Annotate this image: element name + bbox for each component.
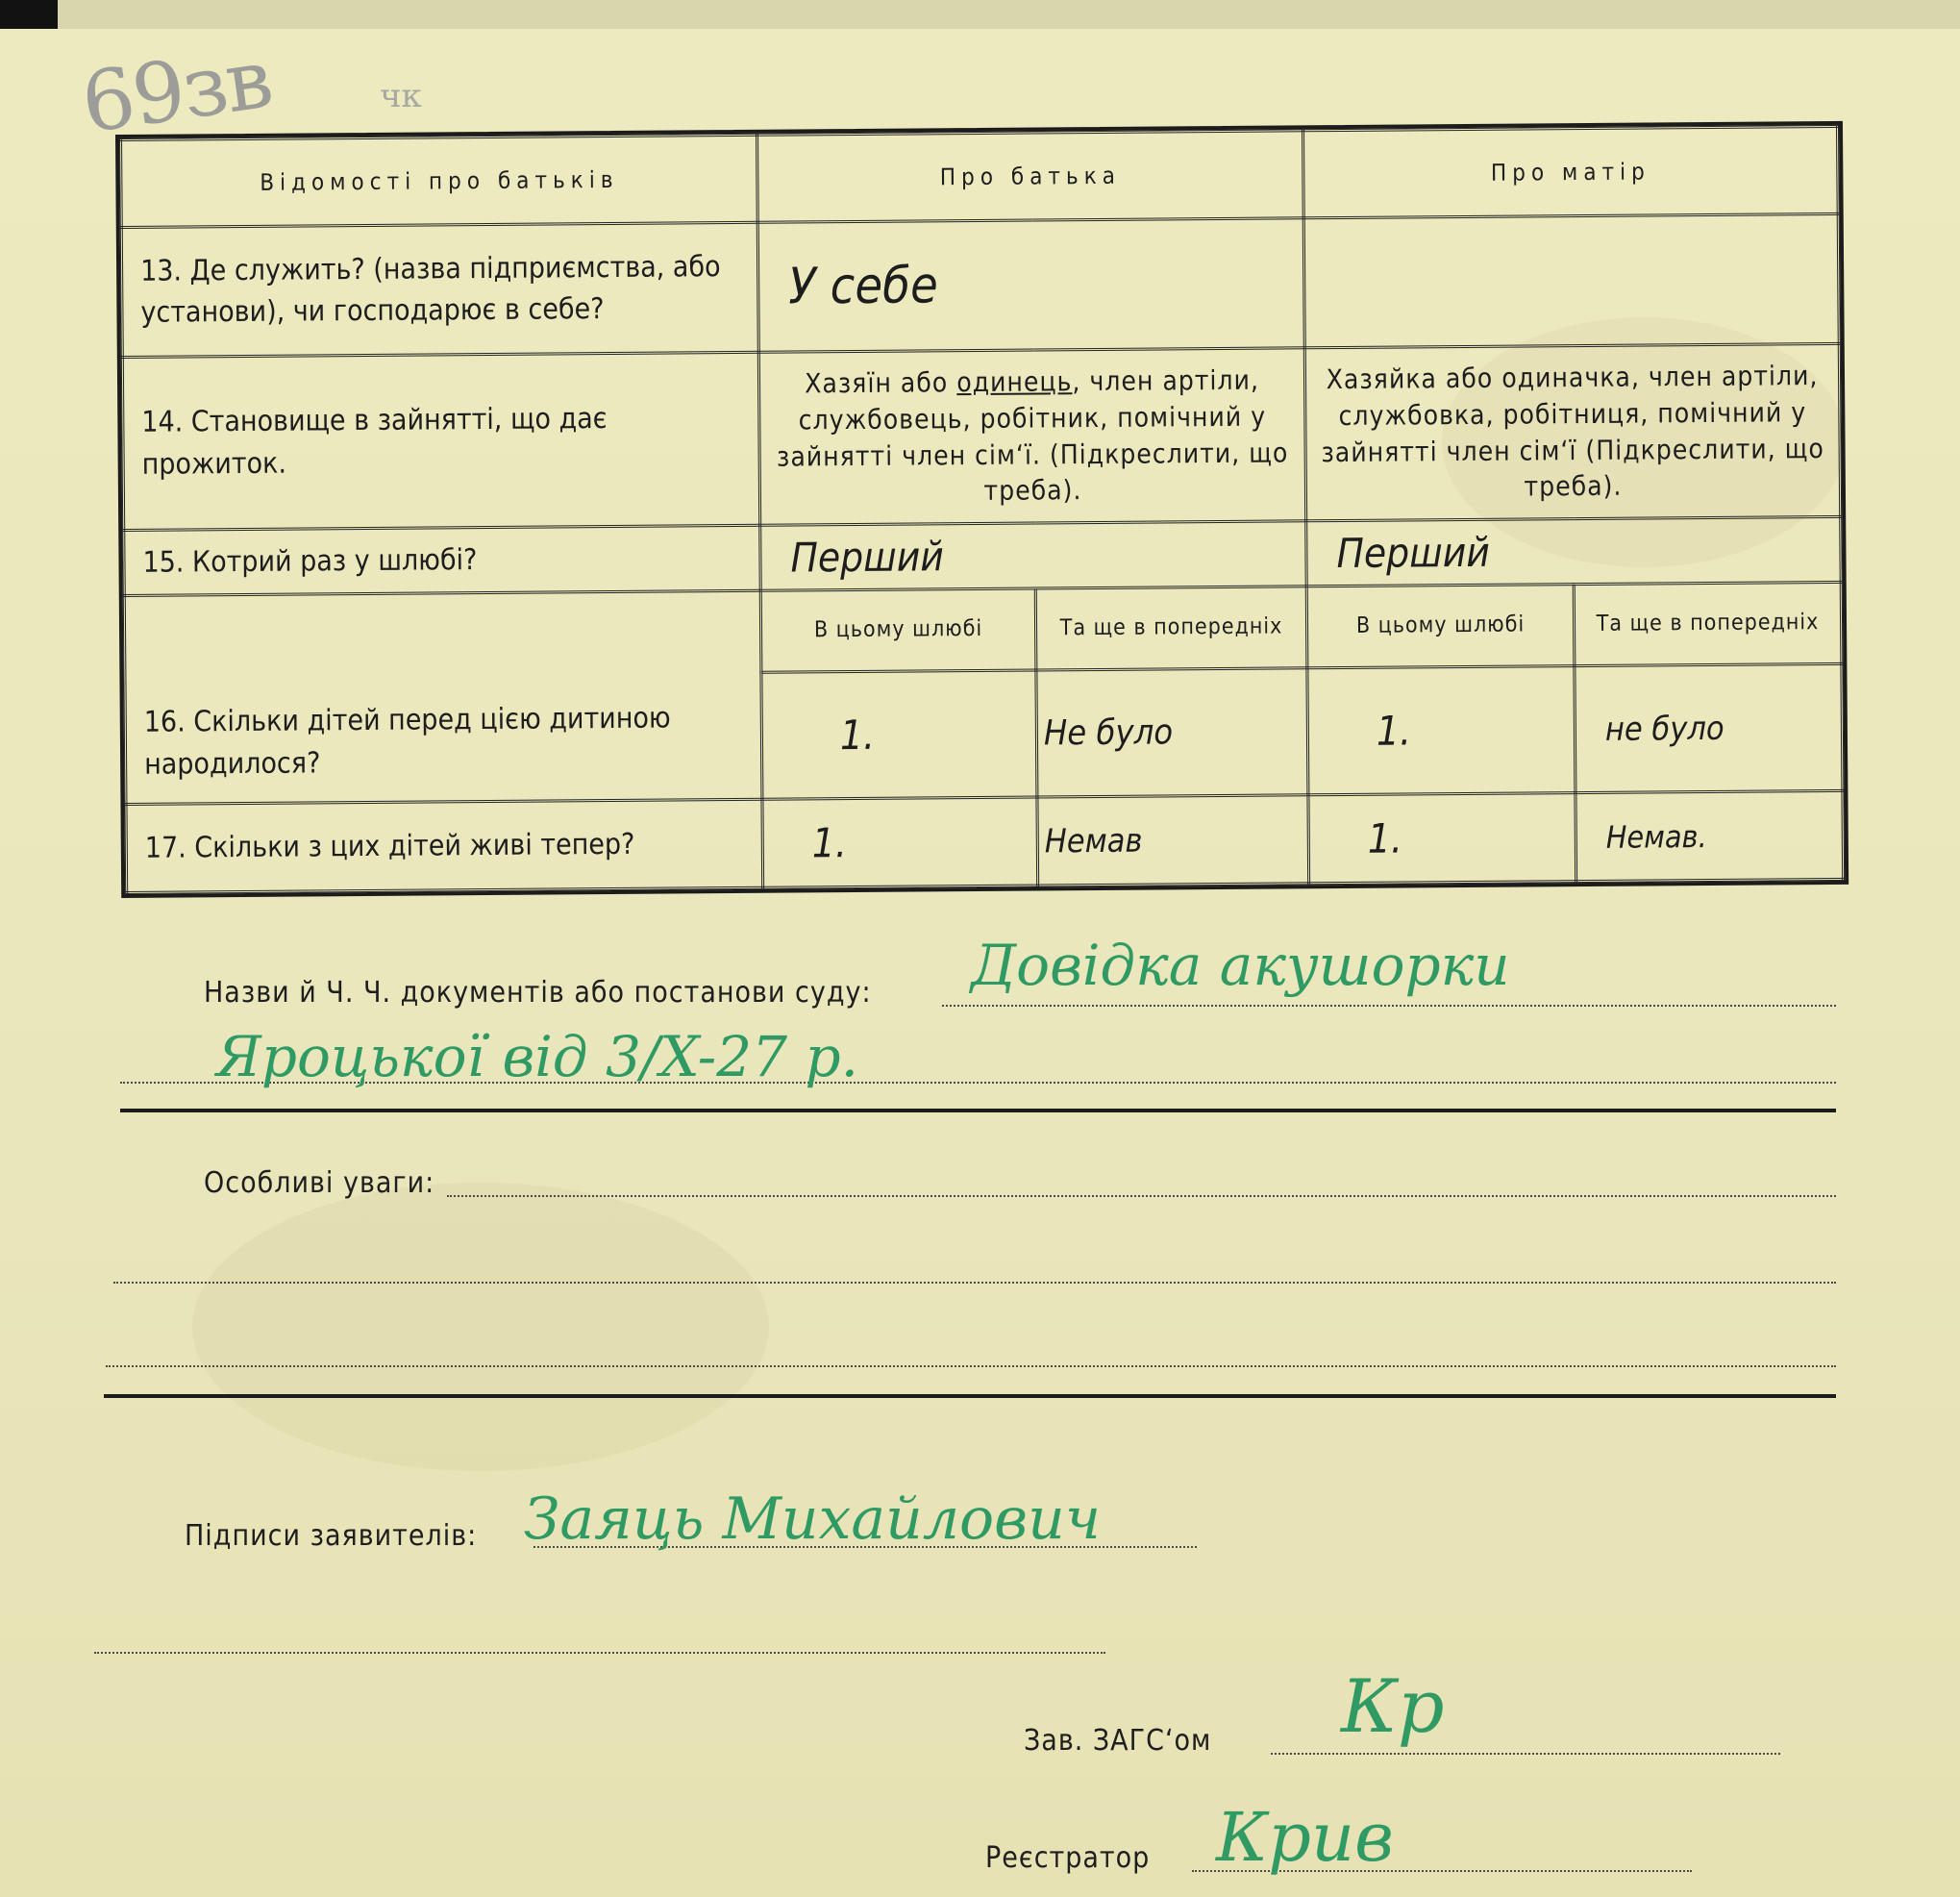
question-15-label: 15. Котрий раз у шлюбі? xyxy=(124,525,761,595)
table-row-q14 xyxy=(122,343,1840,530)
subheader-father-this-marriage: В цьому шлюбі xyxy=(760,588,1036,672)
special-notes-label: Особливі уваги: xyxy=(204,1166,435,1200)
q14-father-options-post: , член артіли, службовець, робітник, помічний у зайнятті член сім‘ї. (Підкреслити, що треба). xyxy=(776,363,1289,508)
q13-father-answer: У себе xyxy=(757,218,1304,352)
q17-mother-prev: Немав. xyxy=(1575,790,1844,881)
q17-mother-this: 1. xyxy=(1308,793,1576,884)
zags-head-label: Зав. ЗАГС‘ом xyxy=(1024,1724,1212,1758)
section-divider-1 xyxy=(120,1109,1836,1112)
table-row-q16-subheader xyxy=(124,582,1842,677)
q14-father-options xyxy=(758,348,1305,525)
q16-mother-this: 1. xyxy=(1307,666,1575,795)
paper-stain xyxy=(192,1183,769,1471)
parents-info-table xyxy=(115,121,1848,898)
question-13-label: 13. Де служить? (назва підприємства, або установи), чи господарює в себе? xyxy=(121,222,758,357)
applicants-dotted-line-2 xyxy=(94,1652,1105,1654)
zags-head-signature: Кр xyxy=(1341,1663,1445,1749)
table-header-row xyxy=(121,126,1839,227)
registrar-signature: Крив xyxy=(1216,1798,1394,1877)
table-row-q17 xyxy=(126,790,1844,892)
question-14-label: 14. Становище в зайнятті, що дає прожиток. xyxy=(122,352,759,530)
header-parents-info: Відомості про батьків xyxy=(121,135,758,227)
documents-handwritten-2: Яроцької від 3/X-27 р. xyxy=(216,1024,859,1089)
registrar-label: Реєстратор xyxy=(985,1841,1151,1875)
q17-father-prev: Немав xyxy=(1037,795,1309,886)
q16-father-this: 1. xyxy=(761,670,1037,799)
table-row-q13 xyxy=(121,213,1839,357)
zags-dotted-line xyxy=(1271,1753,1780,1755)
q16-mother-prev: не було xyxy=(1575,663,1843,792)
q16-father-prev: Не було xyxy=(1036,668,1308,797)
subheader-mother-previous: Та ще в попередніх xyxy=(1574,582,1842,665)
header-about-mother: Про матір xyxy=(1303,126,1839,217)
documents-handwritten-1: Довідка акушорки xyxy=(971,933,1510,998)
q15-father-answer: Перший xyxy=(760,521,1307,590)
q17-father-this: 1. xyxy=(762,797,1038,887)
subheader-mother-this-marriage: В цьому шлюбі xyxy=(1306,585,1575,668)
documents-dotted-line-1 xyxy=(942,1005,1836,1007)
documents-label: Назви й Ч. Ч. документів або постанови суду: xyxy=(204,976,872,1010)
special-notes-dotted-line-3 xyxy=(106,1365,1836,1367)
special-notes-dotted-line-2 xyxy=(113,1282,1836,1284)
corner-mark-pencil: чк xyxy=(380,77,422,115)
applicants-signature-label: Підписи заявителів: xyxy=(185,1519,478,1553)
q14-father-options-pre: Хазяїн або xyxy=(805,366,957,400)
question-17-label: 17. Скільки з цих дітей живі тепер? xyxy=(126,799,763,892)
question-16-label: 16. Скільки дітей перед цією дитиною народилося? xyxy=(124,590,762,804)
subheader-father-previous: Та ще в попередніх xyxy=(1035,587,1307,670)
q14-mother-options: Хазяйка або одиначка, член артіли, службовка, робітниця, помічний у зайнятті член сім‘ї (Підкреслити, що треба). xyxy=(1304,343,1840,520)
q15-mother-answer: Перший xyxy=(1306,516,1842,586)
header-about-father: Про батька xyxy=(757,131,1304,222)
section-divider-2 xyxy=(104,1394,1836,1398)
q14-father-underlined-choice: одинець xyxy=(956,365,1073,399)
page-number-pencil: 69зв xyxy=(75,30,277,153)
applicants-signature: Заяць Михайлович xyxy=(524,1485,1102,1553)
q13-mother-answer xyxy=(1303,213,1839,347)
special-notes-dotted-line-1 xyxy=(447,1195,1836,1197)
